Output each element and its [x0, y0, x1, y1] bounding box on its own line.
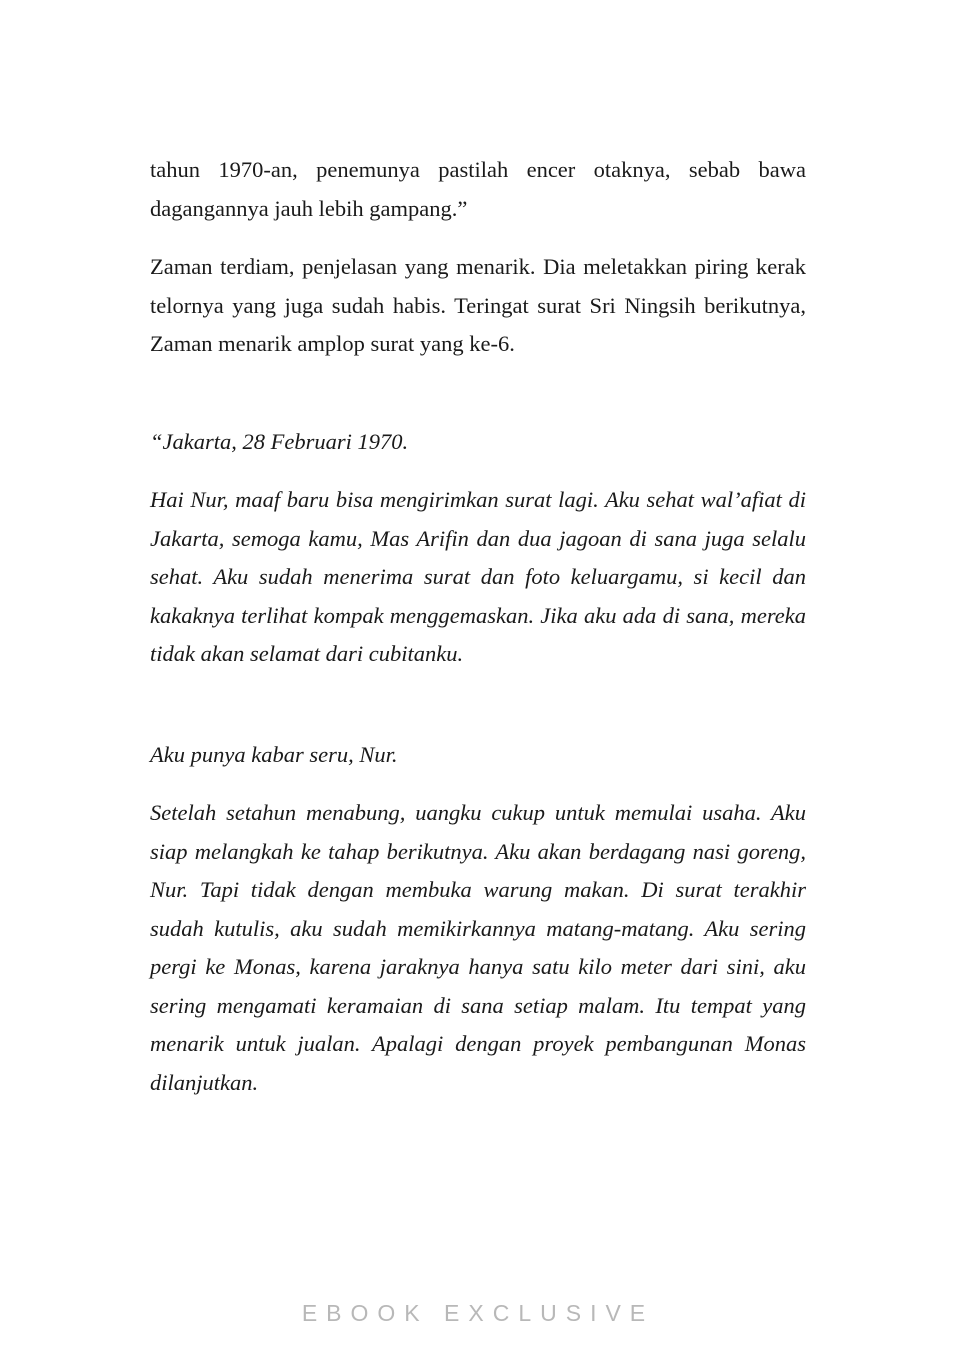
footer-watermark: EBOOK EXCLUSIVE	[301, 1300, 655, 1326]
letter-date-line: “Jakarta, 28 Februari 1970.	[150, 429, 409, 454]
paragraph-narrative-1: tahun 1970-an, penemunya pastilah encer otaknya, sebab bawa dagangannya jauh lebih gampang.”	[150, 157, 806, 221]
letter-paragraph-3: Setelah setahun menabung, uangku cukup untuk memulai usaha. Aku siap melangkah ke tahap berikutnya. Aku akan berdagang nasi goreng, Nur. Tapi tidak dengan membuka warung makan. Di surat terakhir sudah kutulis, aku sudah memikirkannya matang-matang. Aku sering pergi ke Monas, karena jaraknya hanya satu kilo meter dari sini, aku sering mengamati keramaian di sana setiap malam. Itu tempat yang menarik untuk jualan. Apalagi dengan proyek pembangunan Monas dilanjutkan.	[150, 800, 806, 1095]
letter-paragraph-2: Aku punya kabar seru, Nur.	[150, 742, 398, 767]
letter-paragraph-1: Hai Nur, maaf baru bisa mengirimkan surat lagi. Aku sehat wal’afiat di Jakarta, semoga kamu, Mas Arifin dan dua jagoan di sana juga selalu sehat. Aku sudah menerima surat dan foto keluargamu, si kecil dan kakaknya terlihat kompak menggemaskan. Jika aku ada di sana, mereka tidak akan selamat dari cubitanku.	[150, 487, 806, 666]
paragraph-narrative-2: Zaman terdiam, penjelasan yang menarik. Dia meletakkan piring kerak telornya yang juga sudah habis. Teringat surat Sri Ningsih berikutnya, Zaman menarik amplop surat yang ke-6.	[150, 254, 806, 356]
